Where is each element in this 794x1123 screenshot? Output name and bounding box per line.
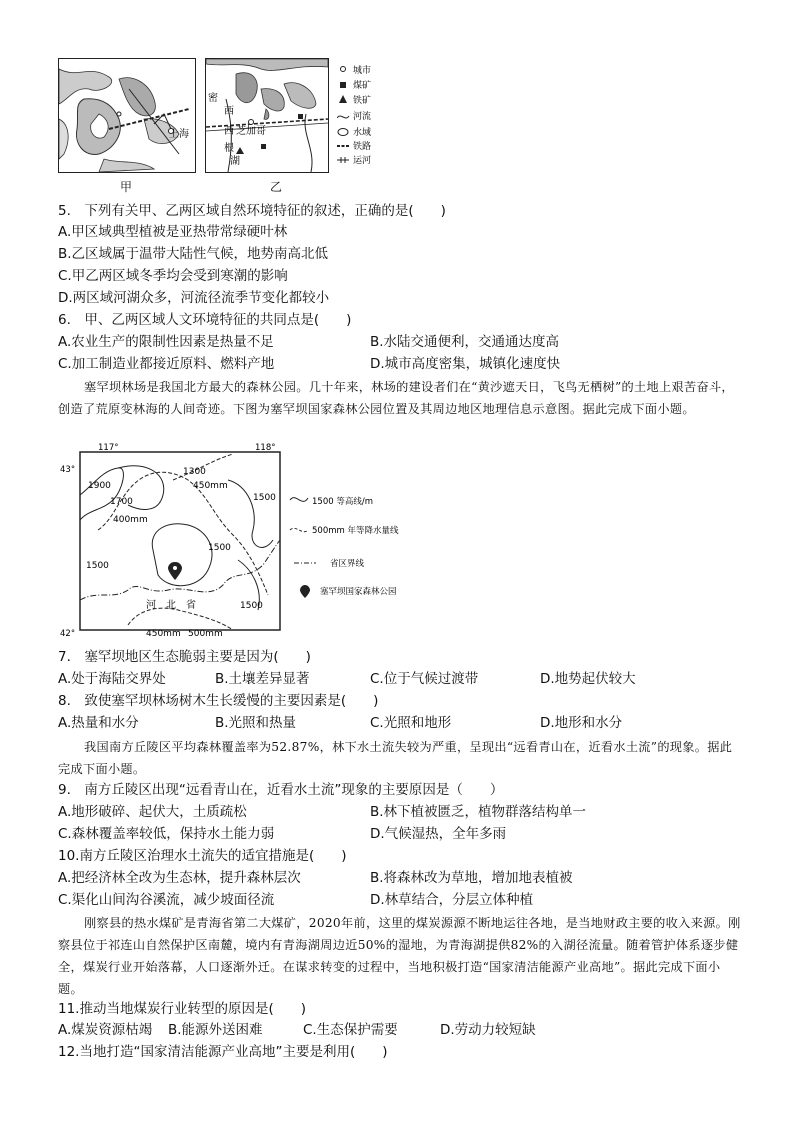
contour-label: 1900 xyxy=(88,481,111,491)
legend-iron: 铁矿 xyxy=(353,96,372,106)
question-9-option-a[interactable]: A.地形破碎、起伏大，土质疏松 xyxy=(58,804,247,820)
isohyet-label: 450mm xyxy=(193,481,228,491)
legend-boundary: 省区界线 xyxy=(330,559,365,569)
question-7-option-b[interactable]: B.土壤差异显著 xyxy=(215,671,310,687)
map-saihanba-drawing xyxy=(58,440,418,640)
legend-symbols xyxy=(337,62,397,172)
legend-coal: 煤矿 xyxy=(353,81,372,91)
legend-water: 水域 xyxy=(353,128,372,138)
map-yi-label: 西 xyxy=(224,106,234,117)
lon-right: 118° xyxy=(255,443,276,453)
passage-hills-text: 我国南方丘陵区平均森林覆盖率为52.87%，林下水土流失较为严重，呈现出“远看青山在，近看水土流”的现象。据此完成下面小题。 xyxy=(58,740,733,776)
question-11-option-c[interactable]: C.生态保护需要 xyxy=(303,1022,398,1038)
question-10-option-a[interactable]: A.把经济林全改为生态林，提升森林层次 xyxy=(58,870,301,886)
contour-label: 1300 xyxy=(183,467,206,477)
question-8-option-d[interactable]: D.地形和水分 xyxy=(540,715,623,731)
question-7-option-d[interactable]: D.地势起伏较大 xyxy=(540,671,636,687)
question-9-option-c[interactable]: C.森林覆盖率较低，保持水土能力弱 xyxy=(58,826,275,842)
passage-gangcha xyxy=(58,912,742,1000)
passage-saihanba xyxy=(58,376,742,420)
question-6-stem: 6. 甲、乙两区域人文环境特征的共同点是( ) xyxy=(58,312,352,328)
legend-isohyet: 500mm 年等降水量线 xyxy=(312,526,399,536)
contour-label: 1500 xyxy=(208,543,231,553)
question-11-option-a[interactable]: A.煤炭资源枯竭 xyxy=(58,1022,153,1038)
map-yi xyxy=(205,58,329,173)
question-10-stem: 10.南方丘陵区治理水土流失的适宜措施是( ) xyxy=(58,848,347,864)
contour-label: 1500 xyxy=(240,601,263,611)
question-10-option-d[interactable]: D.林草结合，分层立体种植 xyxy=(370,892,534,908)
province-label: 河 北 省 xyxy=(146,600,196,611)
question-11-stem: 11.推动当地煤炭行业转型的原因是( ) xyxy=(58,1001,307,1017)
question-8-stem: 8. 致使塞罕坝林场树木生长缓慢的主要因素是( ) xyxy=(58,693,379,709)
question-10-option-b[interactable]: B.将森林改为草地，增加地表植被 xyxy=(370,870,573,886)
question-5-option-a[interactable]: A.甲区域典型植被是亚热带常绿硬叶林 xyxy=(58,224,288,240)
legend-railway: 铁路 xyxy=(353,142,372,152)
contour-label: 1500 xyxy=(253,493,276,503)
map-saihanba xyxy=(58,440,418,640)
legend-canal: 运河 xyxy=(353,156,372,166)
question-9-stem: 9. 南方丘陵区出现“远看青山在，近看水土流”现象的主要原因是（ ） xyxy=(58,782,504,798)
map-yi-label: 湖 xyxy=(230,156,240,167)
map-jia-drawing xyxy=(59,59,195,172)
question-12-stem: 12.当地打造“国家清洁能源产业高地”主要是利用( ) xyxy=(58,1044,388,1060)
question-5-stem: 5. 下列有关甲、乙两区域自然环境特征的叙述，正确的是( ) xyxy=(58,203,446,219)
lat-top: 43° xyxy=(60,465,76,475)
legend-city: 城市 xyxy=(353,66,372,76)
caption-jia: 甲 xyxy=(120,180,133,194)
passage-hills xyxy=(58,736,742,780)
isohyet-label: 450mm xyxy=(146,629,181,639)
caption-yi: 乙 xyxy=(270,180,283,194)
contour-label: 1500 xyxy=(86,561,109,571)
legend-river: 河流 xyxy=(353,112,372,122)
top-map-legend xyxy=(337,62,397,176)
legend-park: 塞罕坝国家森林公园 xyxy=(320,587,397,597)
question-8-option-c[interactable]: C.光照和地形 xyxy=(370,715,452,731)
question-7-stem: 7. 塞罕坝地区生态脆弱主要是因为( ) xyxy=(58,649,311,665)
lat-bottom: 42° xyxy=(60,629,76,639)
question-6-option-a[interactable]: A.农业生产的限制性因素是热量不足 xyxy=(58,334,274,350)
question-8-option-b[interactable]: B.光照和热量 xyxy=(215,715,297,731)
contour-label: 1700 xyxy=(110,497,133,507)
question-6-option-c[interactable]: C.加工制造业都接近原料、燃料产地 xyxy=(58,356,275,372)
lon-left: 117° xyxy=(98,443,119,453)
passage-gangcha-text: 刚察县的热水煤矿是青海省第二大煤矿，2020年前，这里的煤炭源源不断地运往各地，是当地财政主要的收入来源。刚察县位于祁连山自然保护区南麓，境内有青海湖周边近50%的湿地，为青海湖提供82%的入湖径流量。随着管护体系逐步健全，煤炭行业开始落幕，人口逐渐外迁。在谋求转变的过程中，当地积极打造“国家清洁能源产业高地”。据此完成下面小题。 xyxy=(58,916,741,996)
map-yi-drawing xyxy=(206,59,328,172)
map-yi-label: 密 xyxy=(208,93,218,104)
question-5-option-d[interactable]: D.两区域河湖众多，河流径流季节变化都较小 xyxy=(58,290,330,306)
question-5-option-c[interactable]: C.甲乙两区域冬季均会受到寒潮的影响 xyxy=(58,268,288,284)
question-10-option-c[interactable]: C.渠化山间沟谷溪流，减少坡面径流 xyxy=(58,892,275,908)
question-11-option-b[interactable]: B.能源外送困难 xyxy=(168,1022,263,1038)
map-jia-city-label: 上海 xyxy=(169,129,189,140)
map-yi-label: 西 xyxy=(224,126,234,137)
passage-saihanba-text: 塞罕坝林场是我国北方最大的森林公园。几十年来，林场的建设者们在“黄沙遮天日，飞鸟无栖树”的土地上艰苦奋斗，创造了荒原变林海的人间奇迹。下图为塞罕坝国家森林公园位置及其周边地区地理信息示意图。据此完成下面小题。 xyxy=(58,380,734,416)
isohyet-label: 400mm xyxy=(113,515,148,525)
question-11-option-d[interactable]: D.劳动力较短缺 xyxy=(440,1022,536,1038)
question-6-option-b[interactable]: B.水陆交通便利，交通通达度高 xyxy=(370,334,560,350)
question-7-option-c[interactable]: C.位于气候过渡带 xyxy=(370,671,479,687)
map-jia xyxy=(58,58,196,173)
question-6-option-d[interactable]: D.城市高度密集，城镇化速度快 xyxy=(370,356,561,372)
legend-park-icon xyxy=(300,585,310,598)
question-9-option-d[interactable]: D.气候湿热，全年多雨 xyxy=(370,826,507,842)
question-8-option-a[interactable]: A.热量和水分 xyxy=(58,715,139,731)
map-yi-label: 根 xyxy=(224,143,234,154)
map-yi-city-label: 芝加哥 xyxy=(236,126,266,137)
isohyet-label: 500mm xyxy=(188,629,223,639)
question-5-option-b[interactable]: B.乙区域属于温带大陆性气候，地势南高北低 xyxy=(58,246,329,262)
question-9-option-b[interactable]: B.林下植被匮乏，植物群落结构单一 xyxy=(370,804,587,820)
legend-contour: 1500 等高线/m xyxy=(312,497,373,507)
question-7-option-a[interactable]: A.处于海陆交界处 xyxy=(58,671,166,687)
